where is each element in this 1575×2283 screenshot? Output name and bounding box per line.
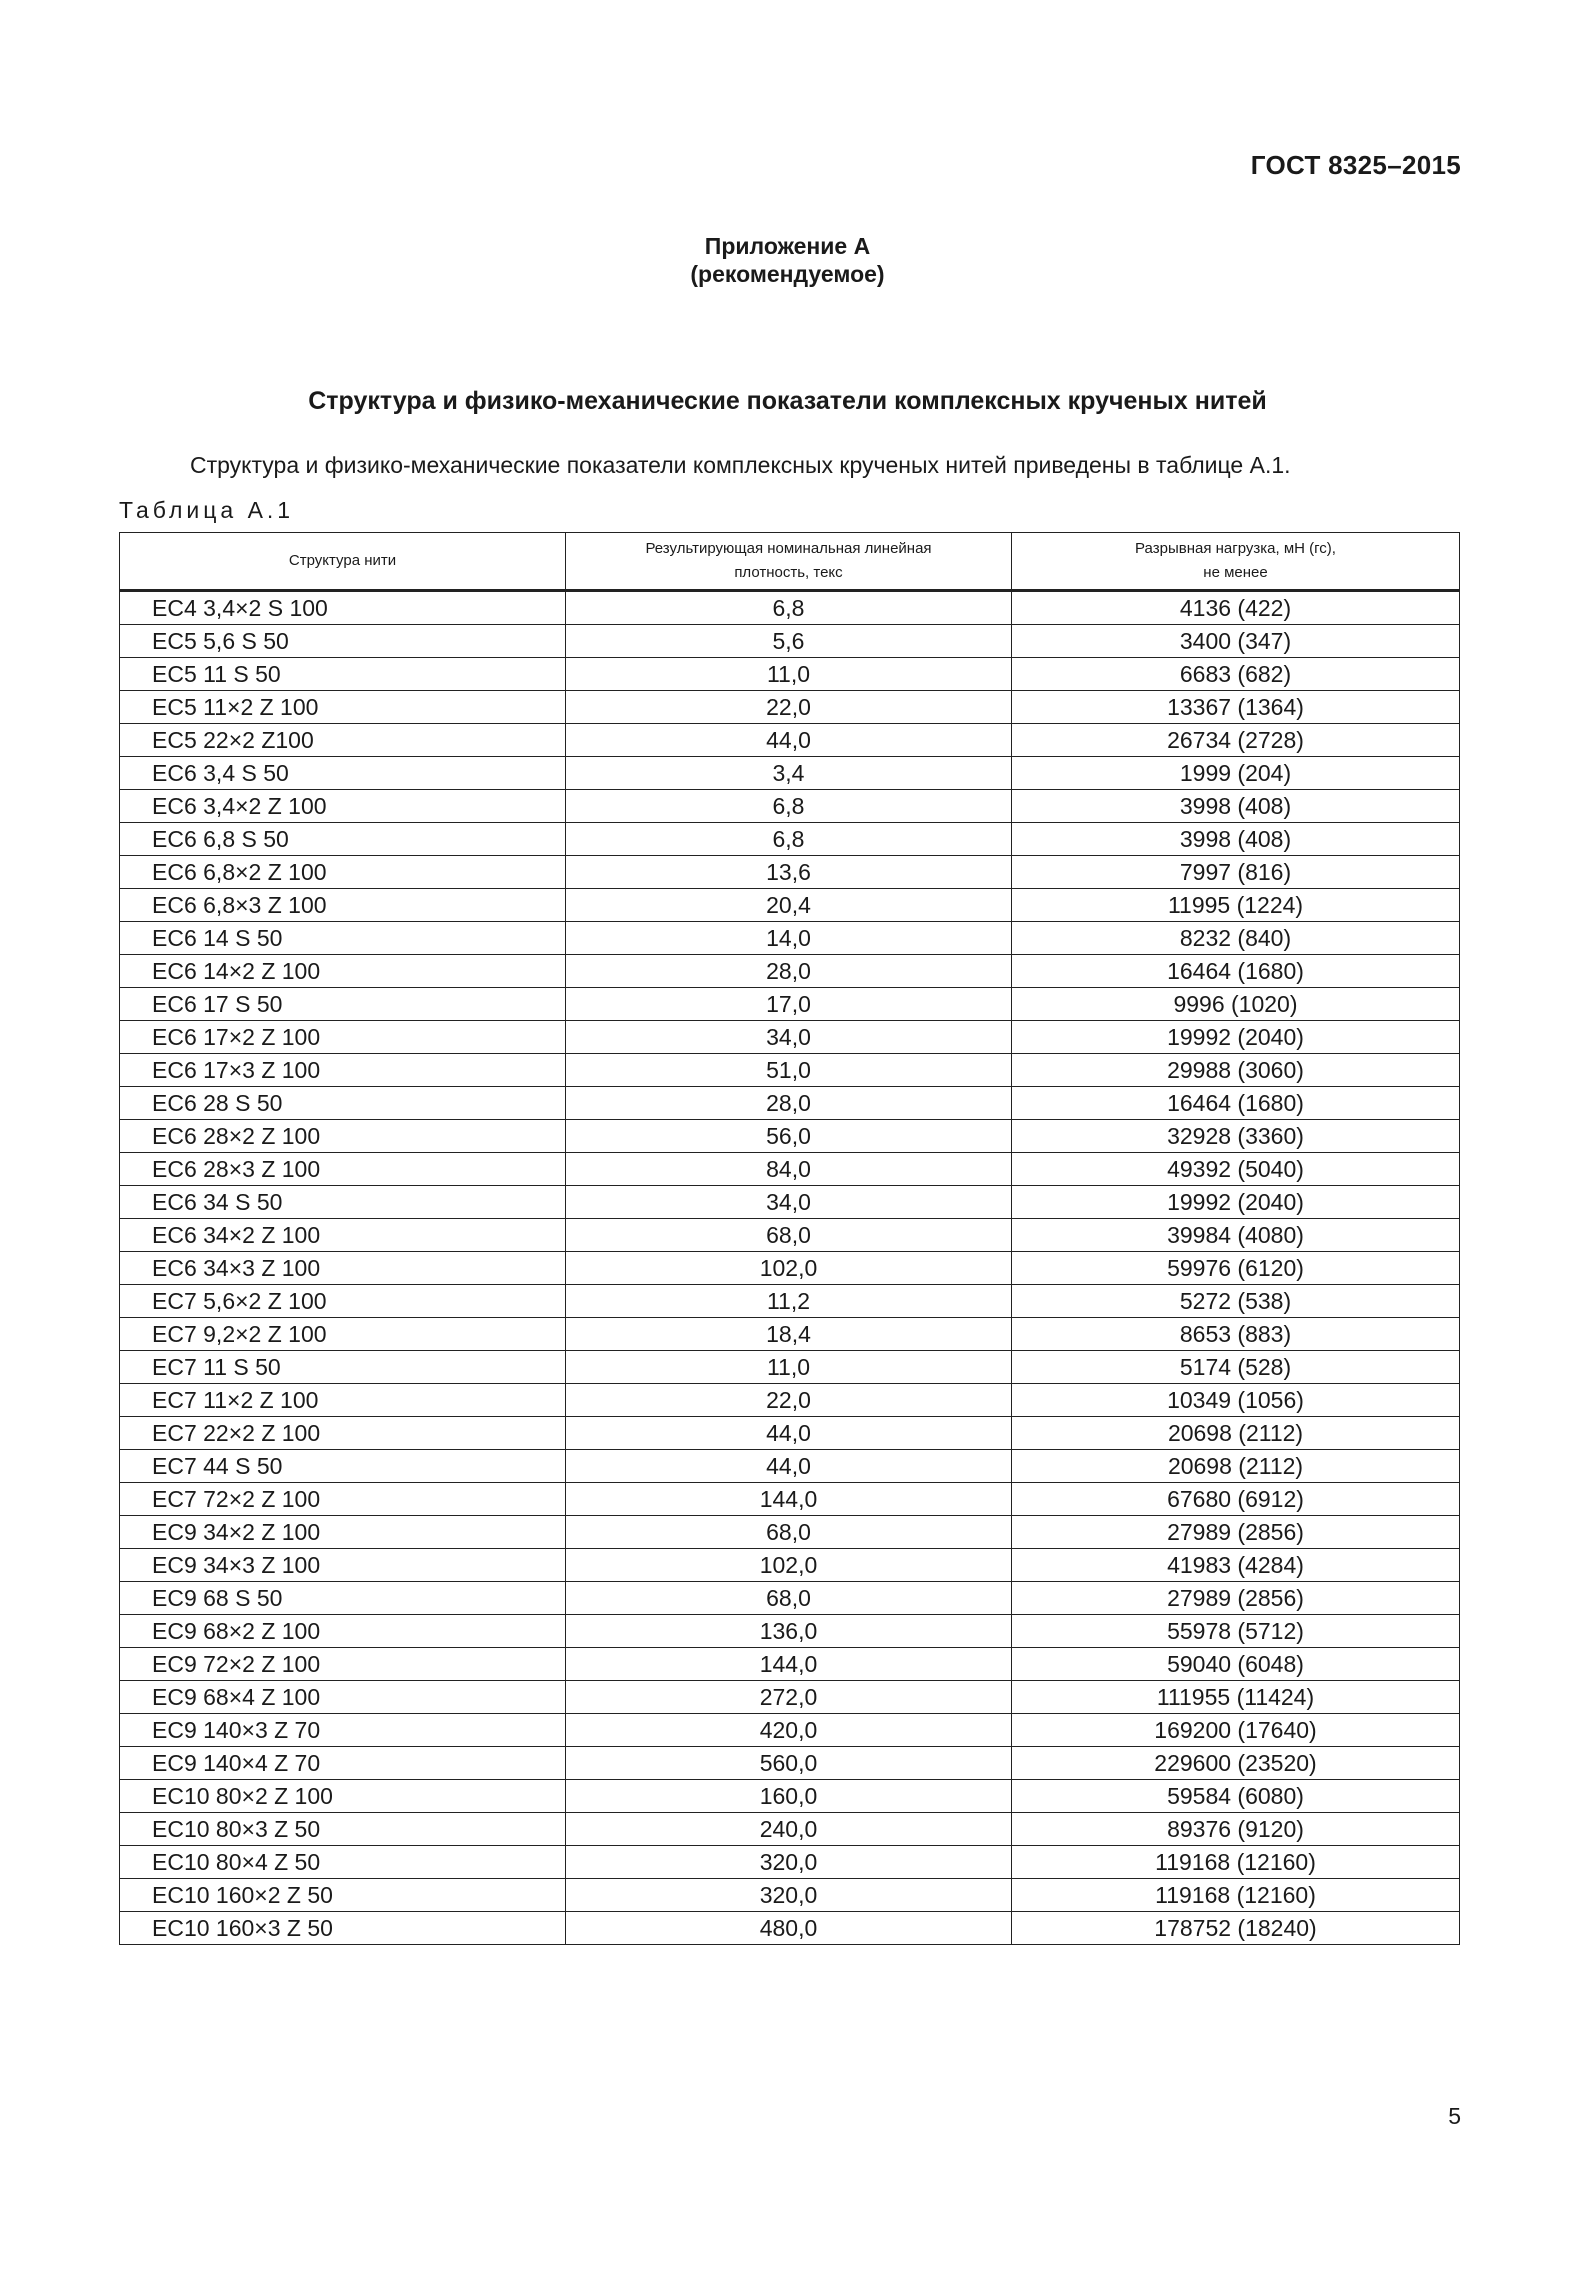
column-header-density-line2: плотность, текс (734, 564, 843, 581)
table-row (120, 724, 1460, 757)
cell-density: 20,4 (566, 889, 1012, 922)
column-header-structure (120, 533, 566, 591)
table-row (120, 988, 1460, 1021)
cell-structure: ЕС6 28 S 50 (120, 1087, 566, 1120)
cell-breaking-load: 32928 (3360) (1012, 1120, 1460, 1153)
cell-breaking-load: 11995 (1224) (1012, 889, 1460, 922)
cell-density: 11,0 (566, 658, 1012, 691)
page-number: 5 (1448, 2103, 1461, 2129)
annex-title: Приложение А (704, 233, 871, 259)
table-row (120, 856, 1460, 889)
cell-density: 3,4 (566, 757, 1012, 790)
cell-breaking-load: 59584 (6080) (1012, 1780, 1460, 1813)
cell-structure: ЕС6 34×3 Z 100 (120, 1252, 566, 1285)
cell-breaking-load: 20698 (2112) (1012, 1417, 1460, 1450)
table-row (120, 1021, 1460, 1054)
cell-breaking-load: 5272 (538) (1012, 1285, 1460, 1318)
cell-breaking-load: 8653 (883) (1012, 1318, 1460, 1351)
cell-density: 136,0 (566, 1615, 1012, 1648)
cell-breaking-load: 10349 (1056) (1012, 1384, 1460, 1417)
table-row (120, 1219, 1460, 1252)
table-row (120, 1285, 1460, 1318)
cell-density: 240,0 (566, 1813, 1012, 1846)
cell-breaking-load: 119168 (12160) (1012, 1879, 1460, 1912)
cell-structure: ЕС6 28×3 Z 100 (120, 1153, 566, 1186)
cell-structure: ЕС6 3,4×2 Z 100 (120, 790, 566, 823)
cell-density: 68,0 (566, 1582, 1012, 1615)
cell-breaking-load: 29988 (3060) (1012, 1054, 1460, 1087)
cell-breaking-load: 26734 (2728) (1012, 724, 1460, 757)
cell-structure: ЕС5 11×2 Z 100 (120, 691, 566, 724)
table-row (120, 1879, 1460, 1912)
cell-structure: ЕС6 6,8 S 50 (120, 823, 566, 856)
cell-structure: ЕС6 14×2 Z 100 (120, 955, 566, 988)
cell-structure: ЕС10 80×3 Z 50 (120, 1813, 566, 1846)
cell-structure: ЕС6 6,8×2 Z 100 (120, 856, 566, 889)
cell-breaking-load: 27989 (2856) (1012, 1516, 1460, 1549)
cell-structure: ЕС6 17×3 Z 100 (120, 1054, 566, 1087)
table-row (120, 823, 1460, 856)
cell-density: 44,0 (566, 1450, 1012, 1483)
cell-density: 102,0 (566, 1252, 1012, 1285)
cell-breaking-load: 55978 (5712) (1012, 1615, 1460, 1648)
cell-density: 22,0 (566, 1384, 1012, 1417)
cell-structure: ЕС6 28×2 Z 100 (120, 1120, 566, 1153)
cell-structure: ЕС9 68×2 Z 100 (120, 1615, 566, 1648)
cell-density: 420,0 (566, 1714, 1012, 1747)
cell-breaking-load: 7997 (816) (1012, 856, 1460, 889)
cell-structure: ЕС6 17×2 Z 100 (120, 1021, 566, 1054)
cell-structure: ЕС7 9,2×2 Z 100 (120, 1318, 566, 1351)
table-row (120, 1747, 1460, 1780)
table-row (120, 1615, 1460, 1648)
section-title: Структура и физико-механические показатели комплексных крученых нитей (308, 387, 1267, 415)
cell-structure: ЕС5 22×2 Z100 (120, 724, 566, 757)
column-header-density (566, 533, 1012, 591)
cell-breaking-load: 6683 (682) (1012, 658, 1460, 691)
table-row (120, 691, 1460, 724)
cell-density: 11,0 (566, 1351, 1012, 1384)
table-row (120, 1582, 1460, 1615)
table-row (120, 1384, 1460, 1417)
cell-density: 320,0 (566, 1846, 1012, 1879)
cell-breaking-load: 3400 (347) (1012, 625, 1460, 658)
table-row (120, 889, 1460, 922)
table-row (120, 1813, 1460, 1846)
cell-density: 34,0 (566, 1021, 1012, 1054)
table-row (120, 757, 1460, 790)
cell-structure: ЕС9 34×3 Z 100 (120, 1549, 566, 1582)
table-row (120, 1252, 1460, 1285)
cell-structure: ЕС7 11 S 50 (120, 1351, 566, 1384)
table-body (120, 591, 1460, 1945)
cell-breaking-load: 13367 (1364) (1012, 691, 1460, 724)
cell-breaking-load: 16464 (1680) (1012, 1087, 1460, 1120)
column-header-density-line1: Результирующая номинальная линейная (645, 540, 932, 557)
cell-density: 68,0 (566, 1219, 1012, 1252)
cell-density: 84,0 (566, 1153, 1012, 1186)
document-code: ГОСТ 8325–2015 (1250, 150, 1461, 180)
cell-density: 144,0 (566, 1648, 1012, 1681)
cell-breaking-load: 5174 (528) (1012, 1351, 1460, 1384)
table-row (120, 922, 1460, 955)
cell-breaking-load: 19992 (2040) (1012, 1021, 1460, 1054)
cell-density: 102,0 (566, 1549, 1012, 1582)
table-row (120, 1351, 1460, 1384)
cell-breaking-load: 229600 (23520) (1012, 1747, 1460, 1780)
cell-density: 6,8 (566, 790, 1012, 823)
table-row (120, 1450, 1460, 1483)
cell-breaking-load: 111955 (11424) (1012, 1681, 1460, 1714)
cell-structure: ЕС6 6,8×3 Z 100 (120, 889, 566, 922)
cell-breaking-load: 3998 (408) (1012, 823, 1460, 856)
cell-structure: ЕС9 140×4 Z 70 (120, 1747, 566, 1780)
cell-density: 18,4 (566, 1318, 1012, 1351)
cell-structure: ЕС10 160×3 Z 50 (120, 1912, 566, 1945)
cell-structure: ЕС9 68×4 Z 100 (120, 1681, 566, 1714)
cell-structure: ЕС7 72×2 Z 100 (120, 1483, 566, 1516)
table-row (120, 790, 1460, 823)
cell-density: 6,8 (566, 591, 1012, 625)
cell-density: 272,0 (566, 1681, 1012, 1714)
cell-structure: ЕС9 68 S 50 (120, 1582, 566, 1615)
column-header-structure-label: Структура нити (288, 552, 397, 569)
cell-breaking-load: 27989 (2856) (1012, 1582, 1460, 1615)
table-row (120, 1054, 1460, 1087)
table-row (120, 658, 1460, 691)
cell-structure: ЕС6 3,4 S 50 (120, 757, 566, 790)
cell-breaking-load: 3998 (408) (1012, 790, 1460, 823)
cell-breaking-load: 119168 (12160) (1012, 1846, 1460, 1879)
annex-status: (рекомендуемое) (690, 261, 885, 287)
cell-density: 68,0 (566, 1516, 1012, 1549)
cell-density: 5,6 (566, 625, 1012, 658)
cell-density: 22,0 (566, 691, 1012, 724)
cell-breaking-load: 16464 (1680) (1012, 955, 1460, 988)
cell-breaking-load: 8232 (840) (1012, 922, 1460, 955)
cell-structure: ЕС6 34 S 50 (120, 1186, 566, 1219)
cell-breaking-load: 178752 (18240) (1012, 1912, 1460, 1945)
cell-structure: ЕС6 17 S 50 (120, 988, 566, 1021)
cell-breaking-load: 1999 (204) (1012, 757, 1460, 790)
cell-density: 560,0 (566, 1747, 1012, 1780)
table-row (120, 1318, 1460, 1351)
cell-density: 44,0 (566, 724, 1012, 757)
table-row (120, 1648, 1460, 1681)
yarn-properties-table (119, 532, 1460, 1945)
table-row (120, 1681, 1460, 1714)
cell-density: 17,0 (566, 988, 1012, 1021)
cell-structure: ЕС10 160×2 Z 50 (120, 1879, 566, 1912)
cell-breaking-load: 59040 (6048) (1012, 1648, 1460, 1681)
cell-structure: ЕС9 140×3 Z 70 (120, 1714, 566, 1747)
column-header-load-line2: не менее (1203, 564, 1268, 581)
cell-structure: ЕС10 80×4 Z 50 (120, 1846, 566, 1879)
cell-structure: ЕС10 80×2 Z 100 (120, 1780, 566, 1813)
cell-structure: ЕС4 3,4×2 S 100 (120, 591, 566, 625)
table-row (120, 1087, 1460, 1120)
cell-density: 160,0 (566, 1780, 1012, 1813)
cell-breaking-load: 49392 (5040) (1012, 1153, 1460, 1186)
table-row (120, 955, 1460, 988)
cell-density: 144,0 (566, 1483, 1012, 1516)
cell-density: 6,8 (566, 823, 1012, 856)
cell-breaking-load: 39984 (4080) (1012, 1219, 1460, 1252)
annex-heading (0, 232, 1575, 288)
cell-density: 320,0 (566, 1879, 1012, 1912)
table-row (120, 1153, 1460, 1186)
cell-density: 14,0 (566, 922, 1012, 955)
table-row (120, 1780, 1460, 1813)
table-row (120, 625, 1460, 658)
cell-density: 51,0 (566, 1054, 1012, 1087)
cell-density: 480,0 (566, 1912, 1012, 1945)
table-caption: Таблица А.1 (119, 497, 295, 523)
cell-breaking-load: 169200 (17640) (1012, 1714, 1460, 1747)
cell-structure: ЕС6 34×2 Z 100 (120, 1219, 566, 1252)
cell-breaking-load: 67680 (6912) (1012, 1483, 1460, 1516)
table-row (120, 1912, 1460, 1945)
cell-density: 28,0 (566, 1087, 1012, 1120)
cell-structure: ЕС7 44 S 50 (120, 1450, 566, 1483)
cell-breaking-load: 19992 (2040) (1012, 1186, 1460, 1219)
cell-structure: ЕС9 34×2 Z 100 (120, 1516, 566, 1549)
cell-density: 13,6 (566, 856, 1012, 889)
table-row (120, 591, 1460, 625)
column-header-load-line1: Разрывная нагрузка, мН (гс), (1135, 540, 1336, 557)
cell-structure: ЕС9 72×2 Z 100 (120, 1648, 566, 1681)
cell-structure: ЕС7 11×2 Z 100 (120, 1384, 566, 1417)
cell-density: 34,0 (566, 1186, 1012, 1219)
table-row (120, 1549, 1460, 1582)
cell-density: 44,0 (566, 1417, 1012, 1450)
table-row (120, 1516, 1460, 1549)
cell-breaking-load: 89376 (9120) (1012, 1813, 1460, 1846)
intro-paragraph: Структура и физико-механические показатели комплексных крученых нитей приведены в таблице А.1. (190, 452, 1291, 478)
cell-breaking-load: 59976 (6120) (1012, 1252, 1460, 1285)
table-row (120, 1714, 1460, 1747)
cell-density: 11,2 (566, 1285, 1012, 1318)
cell-breaking-load: 9996 (1020) (1012, 988, 1460, 1021)
table-row (120, 1846, 1460, 1879)
cell-structure: ЕС5 5,6 S 50 (120, 625, 566, 658)
table-row (120, 1120, 1460, 1153)
column-header-load (1012, 533, 1460, 591)
table-row (120, 1417, 1460, 1450)
table-row (120, 1186, 1460, 1219)
cell-density: 28,0 (566, 955, 1012, 988)
table-row (120, 1483, 1460, 1516)
cell-structure: ЕС5 11 S 50 (120, 658, 566, 691)
cell-structure: ЕС6 14 S 50 (120, 922, 566, 955)
cell-structure: ЕС7 5,6×2 Z 100 (120, 1285, 566, 1318)
table-header-row (120, 533, 1460, 591)
cell-breaking-load: 41983 (4284) (1012, 1549, 1460, 1582)
cell-density: 56,0 (566, 1120, 1012, 1153)
cell-structure: ЕС7 22×2 Z 100 (120, 1417, 566, 1450)
cell-breaking-load: 20698 (2112) (1012, 1450, 1460, 1483)
cell-breaking-load: 4136 (422) (1012, 591, 1460, 625)
